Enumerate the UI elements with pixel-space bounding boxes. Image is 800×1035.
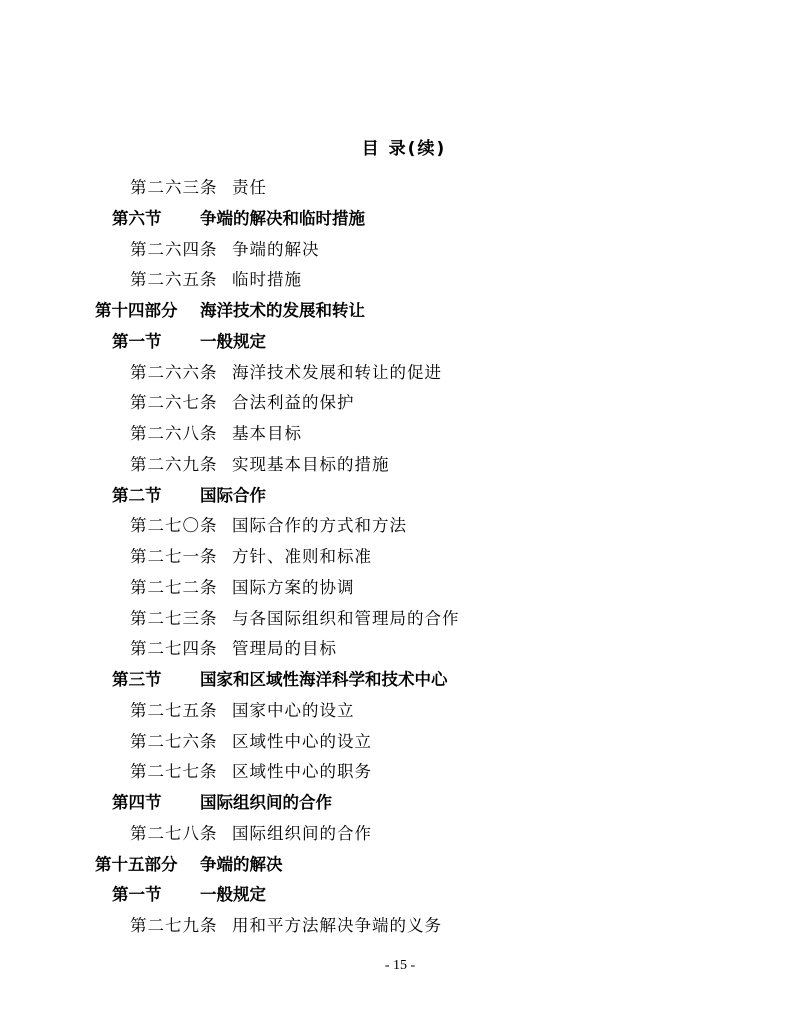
toc-article-entry bbox=[130, 732, 372, 752]
toc-article-entry bbox=[130, 701, 355, 721]
toc-entry-title: 国际合作的方式和方法 bbox=[232, 516, 407, 535]
toc-article-entry bbox=[130, 516, 407, 536]
toc-entry-title: 一般规定 bbox=[200, 332, 266, 351]
toc-entry-number: 第二节 bbox=[112, 486, 162, 505]
toc-article-entry bbox=[130, 824, 372, 844]
toc-entry-number: 第四节 bbox=[112, 793, 162, 812]
toc-entry-title: 国际组织间的合作 bbox=[232, 824, 372, 843]
toc-section-entry bbox=[112, 332, 266, 352]
toc-article-entry bbox=[130, 455, 390, 475]
toc-entry-number: 第二七六条 bbox=[130, 732, 218, 751]
toc-article-entry bbox=[130, 639, 337, 659]
toc-article-entry bbox=[130, 547, 372, 567]
toc-entry-title: 争端的解决 bbox=[200, 855, 283, 874]
page-title: 目 录(续) bbox=[361, 139, 447, 159]
toc-entry-number: 第二六九条 bbox=[130, 455, 218, 474]
toc-article-entry bbox=[130, 178, 267, 198]
toc-entry-number: 第二七八条 bbox=[130, 824, 218, 843]
toc-entry-title: 海洋技术发展和转让的促进 bbox=[232, 363, 442, 382]
toc-entry-number: 第二七七条 bbox=[130, 762, 218, 781]
toc-entry-title: 国际组织间的合作 bbox=[200, 793, 332, 812]
toc-entry-title: 合法利益的保护 bbox=[232, 393, 355, 412]
toc-entry-number: 第十五部分 bbox=[95, 855, 178, 874]
toc-entry-title: 方针、准则和标准 bbox=[232, 547, 372, 566]
toc-entry-title: 责任 bbox=[232, 178, 267, 197]
toc-entry-number: 第二六七条 bbox=[130, 393, 218, 412]
toc-entry-number: 第一节 bbox=[112, 332, 162, 351]
toc-entry-title: 用和平方法解决争端的义务 bbox=[232, 916, 442, 935]
toc-article-entry bbox=[130, 270, 302, 290]
toc-entry-number: 第二七四条 bbox=[130, 639, 218, 658]
toc-section-entry bbox=[112, 486, 266, 506]
toc-entry-number: 第六节 bbox=[112, 209, 162, 228]
toc-entry-number: 第二七二条 bbox=[130, 578, 218, 597]
toc-entry-number: 第二六三条 bbox=[130, 178, 218, 197]
toc-part-entry bbox=[95, 301, 365, 321]
toc-entry-title: 海洋技术的发展和转让 bbox=[200, 301, 365, 320]
toc-entry-number: 第二七五条 bbox=[130, 701, 218, 720]
toc-article-entry bbox=[130, 240, 320, 260]
toc-entry-number: 第二七三条 bbox=[130, 609, 218, 628]
toc-entry-title: 国际方案的协调 bbox=[232, 578, 355, 597]
toc-entry-title: 实现基本目标的措施 bbox=[232, 455, 390, 474]
toc-section-entry bbox=[112, 670, 448, 690]
toc-article-entry bbox=[130, 609, 460, 629]
toc-article-entry bbox=[130, 424, 302, 444]
toc-entry-title: 管理局的目标 bbox=[232, 639, 337, 658]
toc-entry-title: 基本目标 bbox=[232, 424, 302, 443]
toc-entry-number: 第二六八条 bbox=[130, 424, 218, 443]
toc-part-entry bbox=[95, 855, 283, 875]
toc-section-entry bbox=[112, 885, 266, 905]
toc-entry-number: 第二七九条 bbox=[130, 916, 218, 935]
toc-entry-title: 国际合作 bbox=[200, 486, 266, 505]
toc-article-entry bbox=[130, 363, 442, 383]
toc-entry-title: 临时措施 bbox=[232, 270, 302, 289]
toc-article-entry bbox=[130, 762, 372, 782]
toc-entry-number: 第二七一条 bbox=[130, 547, 218, 566]
toc-section-entry bbox=[112, 209, 365, 229]
toc-entry-title: 区域性中心的职务 bbox=[232, 762, 372, 781]
toc-entry-title: 一般规定 bbox=[200, 885, 266, 904]
toc-entry-title: 争端的解决和临时措施 bbox=[200, 209, 365, 228]
toc-entry-number: 第十四部分 bbox=[95, 301, 178, 320]
toc-entry-number: 第二六四条 bbox=[130, 240, 218, 259]
toc-section-entry bbox=[112, 793, 332, 813]
toc-entry-title: 区域性中心的设立 bbox=[232, 732, 372, 751]
page-number: - 15 - bbox=[384, 958, 416, 973]
toc-article-entry bbox=[130, 916, 442, 936]
toc-entry-number: 第二六六条 bbox=[130, 363, 218, 382]
toc-article-entry bbox=[130, 393, 355, 413]
toc-entry-number: 第一节 bbox=[112, 885, 162, 904]
toc-entry-number: 第二六五条 bbox=[130, 270, 218, 289]
toc-entry-title: 争端的解决 bbox=[232, 240, 320, 259]
toc-entry-title: 国家中心的设立 bbox=[232, 701, 355, 720]
toc-article-entry bbox=[130, 578, 355, 598]
toc-entry-title: 与各国际组织和管理局的合作 bbox=[232, 609, 460, 628]
toc-entry-number: 第二七〇条 bbox=[130, 516, 218, 535]
toc-entry-number: 第三节 bbox=[112, 670, 162, 689]
toc-entry-title: 国家和区域性海洋科学和技术中心 bbox=[200, 670, 448, 689]
